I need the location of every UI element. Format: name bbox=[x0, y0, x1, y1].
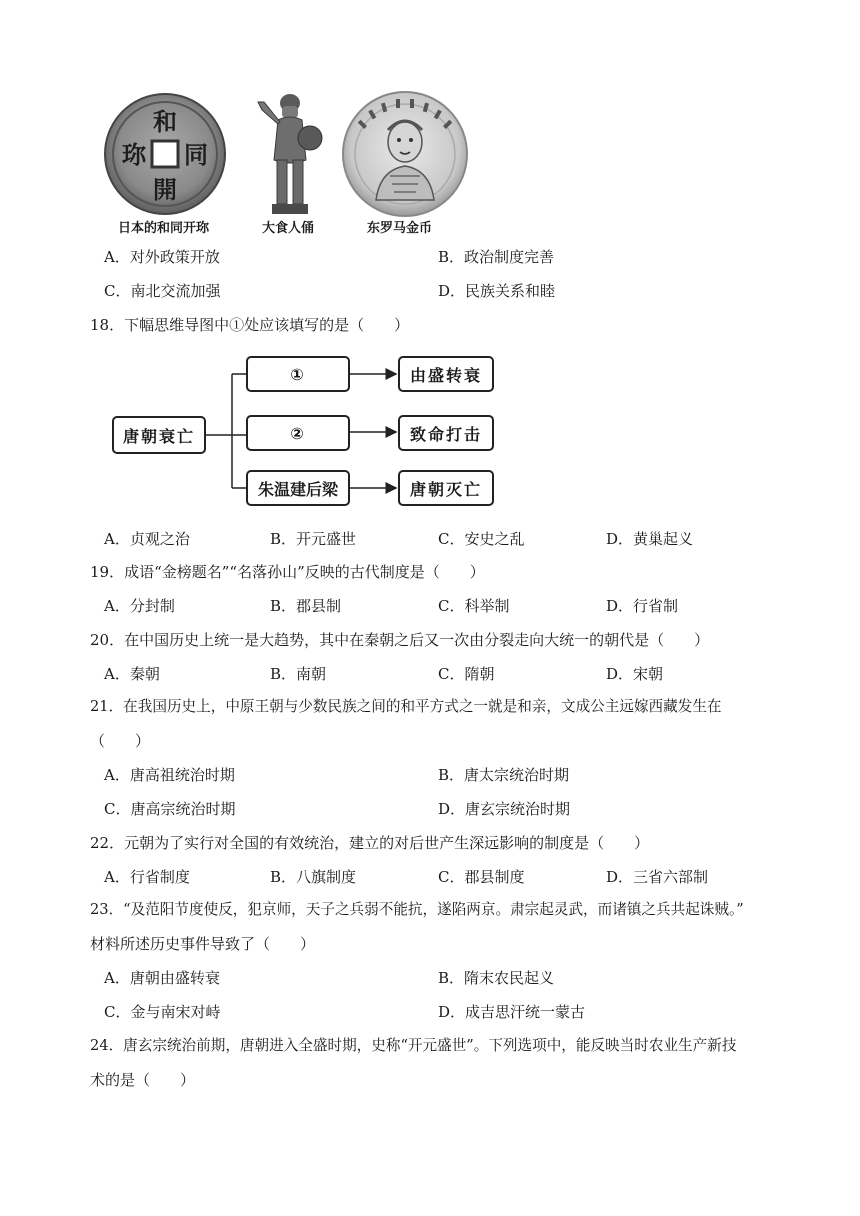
q21-option-d[interactable]: D．唐玄宗统治时期 bbox=[438, 800, 571, 818]
q23-option-a[interactable]: A．唐朝由盛转衰 bbox=[104, 969, 220, 987]
q21-stem-line-1: 21．在我国历史上，中原王朝与少数民族之间的和平方式之一就是和亲，文成公主远嫁西藏发生在 bbox=[90, 698, 722, 715]
q23-stem-line-2: 材料所述历史事件导致了（ ） bbox=[90, 935, 316, 953]
q17-option-d[interactable]: D．民族关系和睦 bbox=[438, 282, 556, 300]
wadokaichin-coin-image bbox=[100, 92, 230, 217]
q24-stem-line-2: 术的是（ ） bbox=[90, 1071, 196, 1089]
q23-stem-line-1: 23．“及范阳节度使反，犯京师，天子之兵弱不能抗，遂陷两京。肃宗起灵武，而诸镇之兵共起诛贼。” bbox=[90, 901, 744, 918]
dashi-figurine-image bbox=[250, 90, 330, 220]
q22-option-b[interactable]: B．八旗制度 bbox=[270, 868, 357, 886]
byzantine-gold-coin-image bbox=[340, 90, 470, 220]
q18-option-b[interactable]: B．开元盛世 bbox=[270, 530, 357, 548]
coin-char-top: 和 bbox=[153, 107, 177, 136]
q21-option-a[interactable]: A．唐高祖统治时期 bbox=[104, 766, 235, 784]
mindmap-result-1: 由盛转衰 bbox=[398, 356, 494, 392]
mindmap-branch-1: ① bbox=[246, 356, 350, 392]
q24-stem-line-1: 24．唐玄宗统治前期，唐朝进入全盛时期，史称“开元盛世”。下列选项中，能反映当时农业生产新技 bbox=[90, 1037, 737, 1054]
q20-option-c[interactable]: C．隋朝 bbox=[438, 665, 495, 683]
q18-option-c[interactable]: C．安史之乱 bbox=[438, 530, 525, 548]
mindmap-result-3: 唐朝灭亡 bbox=[398, 470, 494, 506]
coin-char-left: 珎 bbox=[122, 140, 146, 169]
q18-option-a[interactable]: A．贞观之治 bbox=[104, 530, 190, 548]
caption-byzantine-coin: 东罗马金币 bbox=[367, 221, 433, 236]
q22-option-d[interactable]: D．三省六部制 bbox=[606, 868, 709, 886]
q17-option-c[interactable]: C．南北交流加强 bbox=[104, 282, 221, 300]
caption-wadokaichin: 日本的和同开珎 bbox=[118, 221, 210, 236]
q21-option-c[interactable]: C．唐高宗统治时期 bbox=[104, 800, 236, 818]
q20-option-b[interactable]: B．南朝 bbox=[270, 665, 327, 683]
mindmap-root: 唐朝衰亡 bbox=[112, 416, 206, 454]
q19-option-c[interactable]: C．科举制 bbox=[438, 597, 510, 615]
caption-dashi-figurine: 大食人俑 bbox=[262, 221, 315, 236]
q17-option-b[interactable]: B．政治制度完善 bbox=[438, 248, 555, 266]
coin-char-bottom: 開 bbox=[153, 175, 177, 204]
q20-stem: 20．在中国历史上统一是大趋势，其中在秦朝之后又一次由分裂走向大统一的朝代是（ ） bbox=[90, 631, 710, 649]
q18-mindmap bbox=[110, 350, 500, 510]
q18-option-d[interactable]: D．黄巢起义 bbox=[606, 530, 694, 548]
mindmap-result-2: 致命打击 bbox=[398, 415, 494, 451]
q23-option-d[interactable]: D．成吉思汗统一蒙古 bbox=[438, 1003, 586, 1021]
mindmap-branch-3: 朱温建后梁 bbox=[246, 470, 350, 506]
q23-option-b[interactable]: B．隋末农民起义 bbox=[438, 969, 555, 987]
q19-stem: 19．成语“金榜题名”“名落孙山”反映的古代制度是（ ） bbox=[90, 563, 485, 581]
q19-option-a[interactable]: A．分封制 bbox=[104, 597, 175, 615]
q18-stem: 18．下幅思维导图中①处应该填写的是（ ） bbox=[90, 316, 410, 334]
q22-stem: 22．元朝为了实行对全国的有效统治，建立的对后世产生深远影响的制度是（ ） bbox=[90, 834, 650, 852]
q21-stem-line-2: （ ） bbox=[90, 732, 151, 750]
q23-option-c[interactable]: C．金与南宋对峙 bbox=[104, 1003, 221, 1021]
q19-option-d[interactable]: D．行省制 bbox=[606, 597, 679, 615]
coin-char-right: 同 bbox=[184, 140, 208, 169]
q17-option-a[interactable]: A．对外政策开放 bbox=[104, 248, 220, 266]
q22-option-c[interactable]: C．郡县制度 bbox=[438, 868, 525, 886]
q20-option-d[interactable]: D．宋朝 bbox=[606, 665, 664, 683]
figure-q17 bbox=[100, 90, 480, 235]
q19-option-b[interactable]: B．郡县制 bbox=[270, 597, 342, 615]
q20-option-a[interactable]: A．秦朝 bbox=[104, 665, 160, 683]
mindmap-branch-2: ② bbox=[246, 415, 350, 451]
q21-option-b[interactable]: B．唐太宗统治时期 bbox=[438, 766, 570, 784]
q22-option-a[interactable]: A．行省制度 bbox=[104, 868, 190, 886]
